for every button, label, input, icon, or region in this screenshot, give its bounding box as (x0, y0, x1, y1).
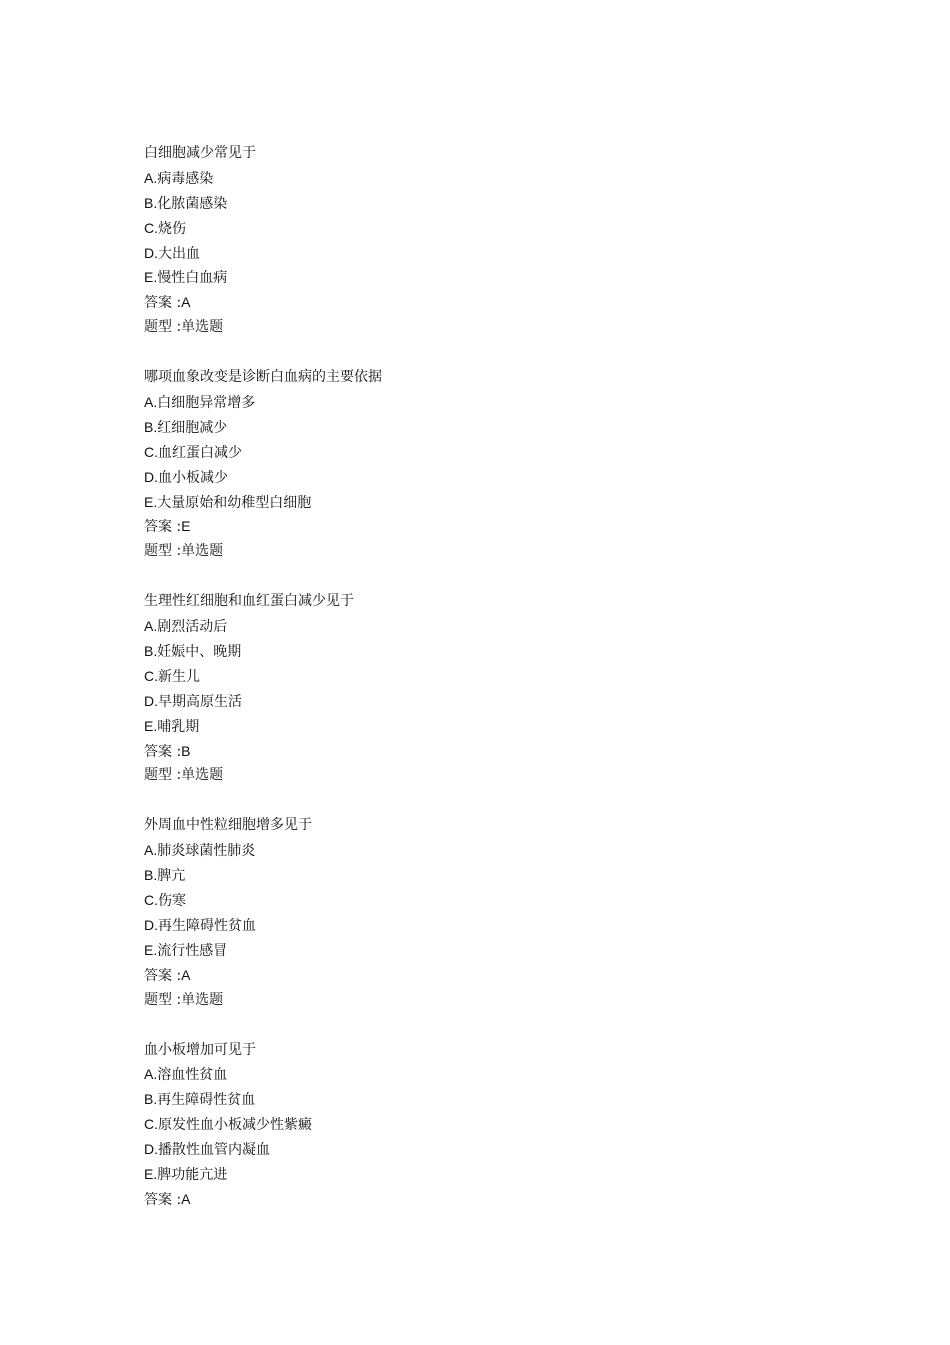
answer-line (144, 290, 844, 315)
option-text: 烧伤 (158, 220, 186, 237)
answer-value: E (181, 518, 191, 535)
option-text: 妊娠中、晚期 (157, 644, 242, 661)
option-line (144, 1062, 844, 1087)
option-text: 红细胞减少 (157, 419, 228, 436)
option-letter: E. (144, 493, 158, 510)
option-line (144, 166, 844, 191)
question-block (144, 365, 844, 564)
option-letter: B. (144, 867, 158, 884)
type-label: 题型 : (144, 991, 182, 1008)
option-text: 再生障碍性贫血 (158, 917, 256, 934)
option-letter: A. (144, 842, 158, 859)
option-letter: E. (144, 717, 158, 734)
question-stem: 生理性红细胞和血红蛋白减少见于 (144, 593, 354, 610)
question-block (144, 589, 844, 788)
option-letter: B. (144, 194, 158, 211)
option-letter: A. (144, 394, 158, 411)
option-text: 流行性感冒 (157, 942, 228, 959)
option-letter: D. (144, 244, 158, 261)
option-text: 肺炎球菌性肺炎 (157, 843, 256, 860)
type-line (144, 539, 844, 564)
option-letter: C. (144, 667, 158, 684)
question-block (144, 141, 844, 340)
answer-label: 答案 : (144, 295, 182, 312)
option-line (144, 265, 844, 290)
answer-line (144, 1187, 844, 1212)
option-letter: D. (144, 916, 158, 933)
answer-value: B (181, 742, 191, 759)
answer-value: A (181, 966, 191, 983)
type-value: 单选题 (181, 991, 224, 1008)
option-letter: A. (144, 1066, 158, 1083)
option-letter: E. (144, 1165, 158, 1182)
option-text: 血小板减少 (158, 469, 228, 486)
option-line (144, 1137, 844, 1162)
question-block (144, 813, 844, 1012)
option-line (144, 415, 844, 440)
option-text: 原发性血小板减少性紫癜 (158, 1117, 312, 1134)
type-label: 题型 : (144, 767, 182, 784)
option-text: 哺乳期 (157, 718, 200, 735)
option-letter: A. (144, 618, 158, 635)
option-line (144, 465, 844, 490)
option-letter: D. (144, 468, 158, 485)
option-text: 大出血 (158, 245, 200, 262)
option-text: 新生儿 (158, 668, 200, 685)
option-line (144, 241, 844, 266)
option-text: 脾亢 (157, 868, 186, 885)
option-line (144, 838, 844, 863)
option-letter: E. (144, 941, 158, 958)
option-letter: D. (144, 1141, 158, 1158)
option-line (144, 1112, 844, 1137)
answer-value: A (181, 294, 191, 311)
option-text: 再生障碍性贫血 (157, 1092, 256, 1109)
answer-label: 答案 : (144, 743, 182, 760)
option-text: 伤寒 (158, 893, 186, 910)
answer-line (144, 514, 844, 539)
question-block (144, 1038, 844, 1212)
option-letter: C. (144, 892, 158, 909)
option-letter: B. (144, 643, 158, 660)
question-stem: 哪项血象改变是诊断白血病的主要依据 (144, 369, 382, 386)
type-line (144, 763, 844, 788)
option-text: 脾功能亢进 (157, 1166, 228, 1183)
option-line (144, 490, 844, 515)
type-label: 题型 : (144, 543, 182, 560)
option-text: 播散性血管内凝血 (158, 1142, 270, 1159)
option-line (144, 614, 844, 639)
option-line (144, 191, 844, 216)
option-letter: B. (144, 1091, 158, 1108)
option-line (144, 440, 844, 465)
option-text: 剧烈活动后 (157, 619, 228, 636)
option-letter: A. (144, 169, 158, 186)
option-letter: B. (144, 418, 158, 435)
option-letter: E. (144, 269, 158, 286)
option-line (144, 888, 844, 913)
option-line (144, 216, 844, 241)
option-line (144, 913, 844, 938)
type-line (144, 988, 844, 1013)
option-line (144, 1162, 844, 1187)
option-text: 病毒感染 (157, 170, 214, 187)
option-text: 早期高原生活 (158, 693, 242, 710)
type-label: 题型 : (144, 319, 182, 336)
option-line (144, 664, 844, 689)
option-line (144, 714, 844, 739)
option-line (144, 390, 844, 415)
type-line (144, 315, 844, 340)
option-line (144, 938, 844, 963)
option-line (144, 689, 844, 714)
type-value: 单选题 (181, 319, 224, 336)
option-text: 血红蛋白减少 (158, 444, 242, 461)
option-line (144, 1087, 844, 1112)
type-value: 单选题 (181, 543, 224, 560)
question-stem: 血小板增加可见于 (144, 1041, 256, 1058)
question-stem: 白细胞减少常见于 (144, 145, 256, 161)
option-line (144, 639, 844, 664)
option-line (144, 863, 844, 888)
answer-line (144, 739, 844, 764)
document-page (144, 141, 844, 1237)
option-text: 溶血性贫血 (157, 1067, 228, 1084)
option-text: 慢性白血病 (157, 270, 228, 287)
option-text: 白细胞异常增多 (157, 395, 256, 412)
answer-line (144, 963, 844, 988)
option-letter: C. (144, 219, 158, 236)
option-letter: C. (144, 443, 158, 460)
type-value: 单选题 (181, 767, 224, 784)
answer-label: 答案 : (144, 519, 182, 536)
option-text: 化脓菌感染 (157, 195, 228, 212)
option-letter: C. (144, 1116, 158, 1133)
answer-label: 答案 : (144, 1191, 182, 1208)
option-text: 大量原始和幼稚型白细胞 (157, 494, 312, 511)
option-letter: D. (144, 692, 158, 709)
answer-label: 答案 : (144, 967, 182, 984)
answer-value: A (181, 1190, 191, 1207)
question-stem: 外周血中性粒细胞增多见于 (144, 817, 312, 834)
